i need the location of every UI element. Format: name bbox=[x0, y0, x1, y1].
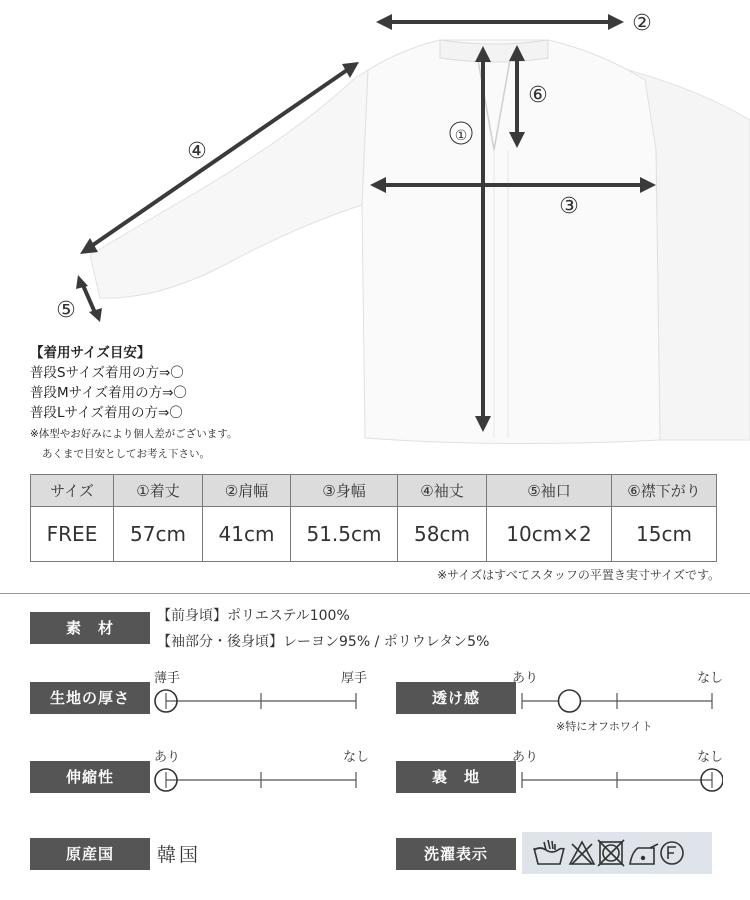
thickness-left-label: 薄手 bbox=[154, 671, 181, 686]
sheer-label: 透け感 bbox=[396, 682, 516, 714]
header-chest: ③身幅 bbox=[291, 475, 398, 507]
origin-label: 原産国 bbox=[30, 838, 150, 870]
marker-label-6: ⑥ bbox=[528, 83, 548, 108]
cell-shoulder: 41cm bbox=[203, 507, 291, 562]
material-sleeve-back: 【袖部分・後身頃】レーヨン95% / ポリウレタン5% bbox=[157, 634, 490, 650]
size-table bbox=[30, 474, 717, 562]
lining-left-label: あり bbox=[512, 750, 539, 765]
origin-value: 韓国 bbox=[157, 844, 202, 866]
header-cuff: ⑤袖口 bbox=[487, 475, 612, 507]
marker-1 bbox=[450, 122, 472, 144]
marker-label-4: ④ bbox=[187, 139, 207, 164]
header-neck-drop: ⑥襟下がり bbox=[612, 475, 717, 507]
stretch-left-label: あり bbox=[154, 750, 181, 765]
no-tumble-dry-icon bbox=[598, 840, 624, 866]
fit-guide-heading: 【着用サイズ目安】 bbox=[30, 345, 151, 361]
cell-sleeve: 58cm bbox=[398, 507, 487, 562]
fit-guide-line-m: 普段Mサイズ着用の方⇒〇 bbox=[30, 385, 187, 401]
thickness-right-label: 厚手 bbox=[341, 671, 368, 686]
table-row bbox=[31, 507, 717, 562]
header-shoulder: ②肩幅 bbox=[203, 475, 291, 507]
stretch-right-label: なし bbox=[343, 750, 370, 765]
sheer-left-label: あり bbox=[512, 671, 539, 686]
thickness-scale bbox=[150, 684, 365, 718]
cell-length: 57cm bbox=[114, 507, 203, 562]
hand-wash-icon bbox=[534, 840, 564, 864]
sheer-right-label: なし bbox=[697, 671, 724, 686]
care-label: 洗濯表示 bbox=[396, 838, 516, 870]
sheer-scale bbox=[508, 684, 723, 718]
care-symbols bbox=[522, 832, 712, 874]
size-table-header bbox=[31, 475, 717, 507]
cell-size: FREE bbox=[31, 507, 114, 562]
lining-label: 裏 地 bbox=[396, 761, 516, 793]
fit-guide-line-s: 普段Sサイズ着用の方⇒〇 bbox=[30, 365, 184, 381]
section-divider bbox=[0, 593, 750, 594]
thickness-label: 生地の厚さ bbox=[30, 682, 150, 714]
sheer-indicator bbox=[559, 690, 581, 712]
svg-text:①: ① bbox=[454, 128, 468, 144]
marker-label-2: ② bbox=[632, 11, 652, 36]
no-bleach-icon bbox=[570, 842, 594, 864]
cell-chest: 51.5cm bbox=[291, 507, 398, 562]
fit-guide-line-l: 普段Lサイズ着用の方⇒〇 bbox=[30, 405, 183, 421]
fit-guide-note-2: あくまで目安としてお考え下さい。 bbox=[42, 448, 210, 460]
size-note: ※サイズはすべてスタッフの平置き実寸サイズです。 bbox=[437, 568, 720, 582]
lining-scale bbox=[508, 763, 723, 797]
fit-guide-note: ※体型やお好みにより個人差がございます。 bbox=[30, 428, 238, 440]
fit-guide bbox=[30, 343, 237, 463]
arrow-cuff bbox=[82, 283, 96, 315]
cell-neck-drop: 15cm bbox=[612, 507, 717, 562]
lining-right-label: なし bbox=[697, 750, 724, 765]
stretch-scale bbox=[150, 763, 365, 797]
header-length: ①着丈 bbox=[114, 475, 203, 507]
cell-cuff: 10cm×2 bbox=[487, 507, 612, 562]
iron-low-icon bbox=[630, 844, 658, 864]
stretch-label: 伸縮性 bbox=[30, 761, 150, 793]
sheer-note: ※特にオフホワイト bbox=[556, 720, 653, 733]
marker-label-5: ⑤ bbox=[56, 298, 76, 323]
marker-label-3: ③ bbox=[559, 194, 579, 219]
material-label: 素 材 bbox=[30, 612, 150, 644]
material-front: 【前身頃】ポリエステル100% bbox=[157, 608, 350, 624]
header-size: サイズ bbox=[31, 475, 114, 507]
header-sleeve: ④袖丈 bbox=[398, 475, 487, 507]
dry-clean-f-icon bbox=[661, 842, 683, 864]
